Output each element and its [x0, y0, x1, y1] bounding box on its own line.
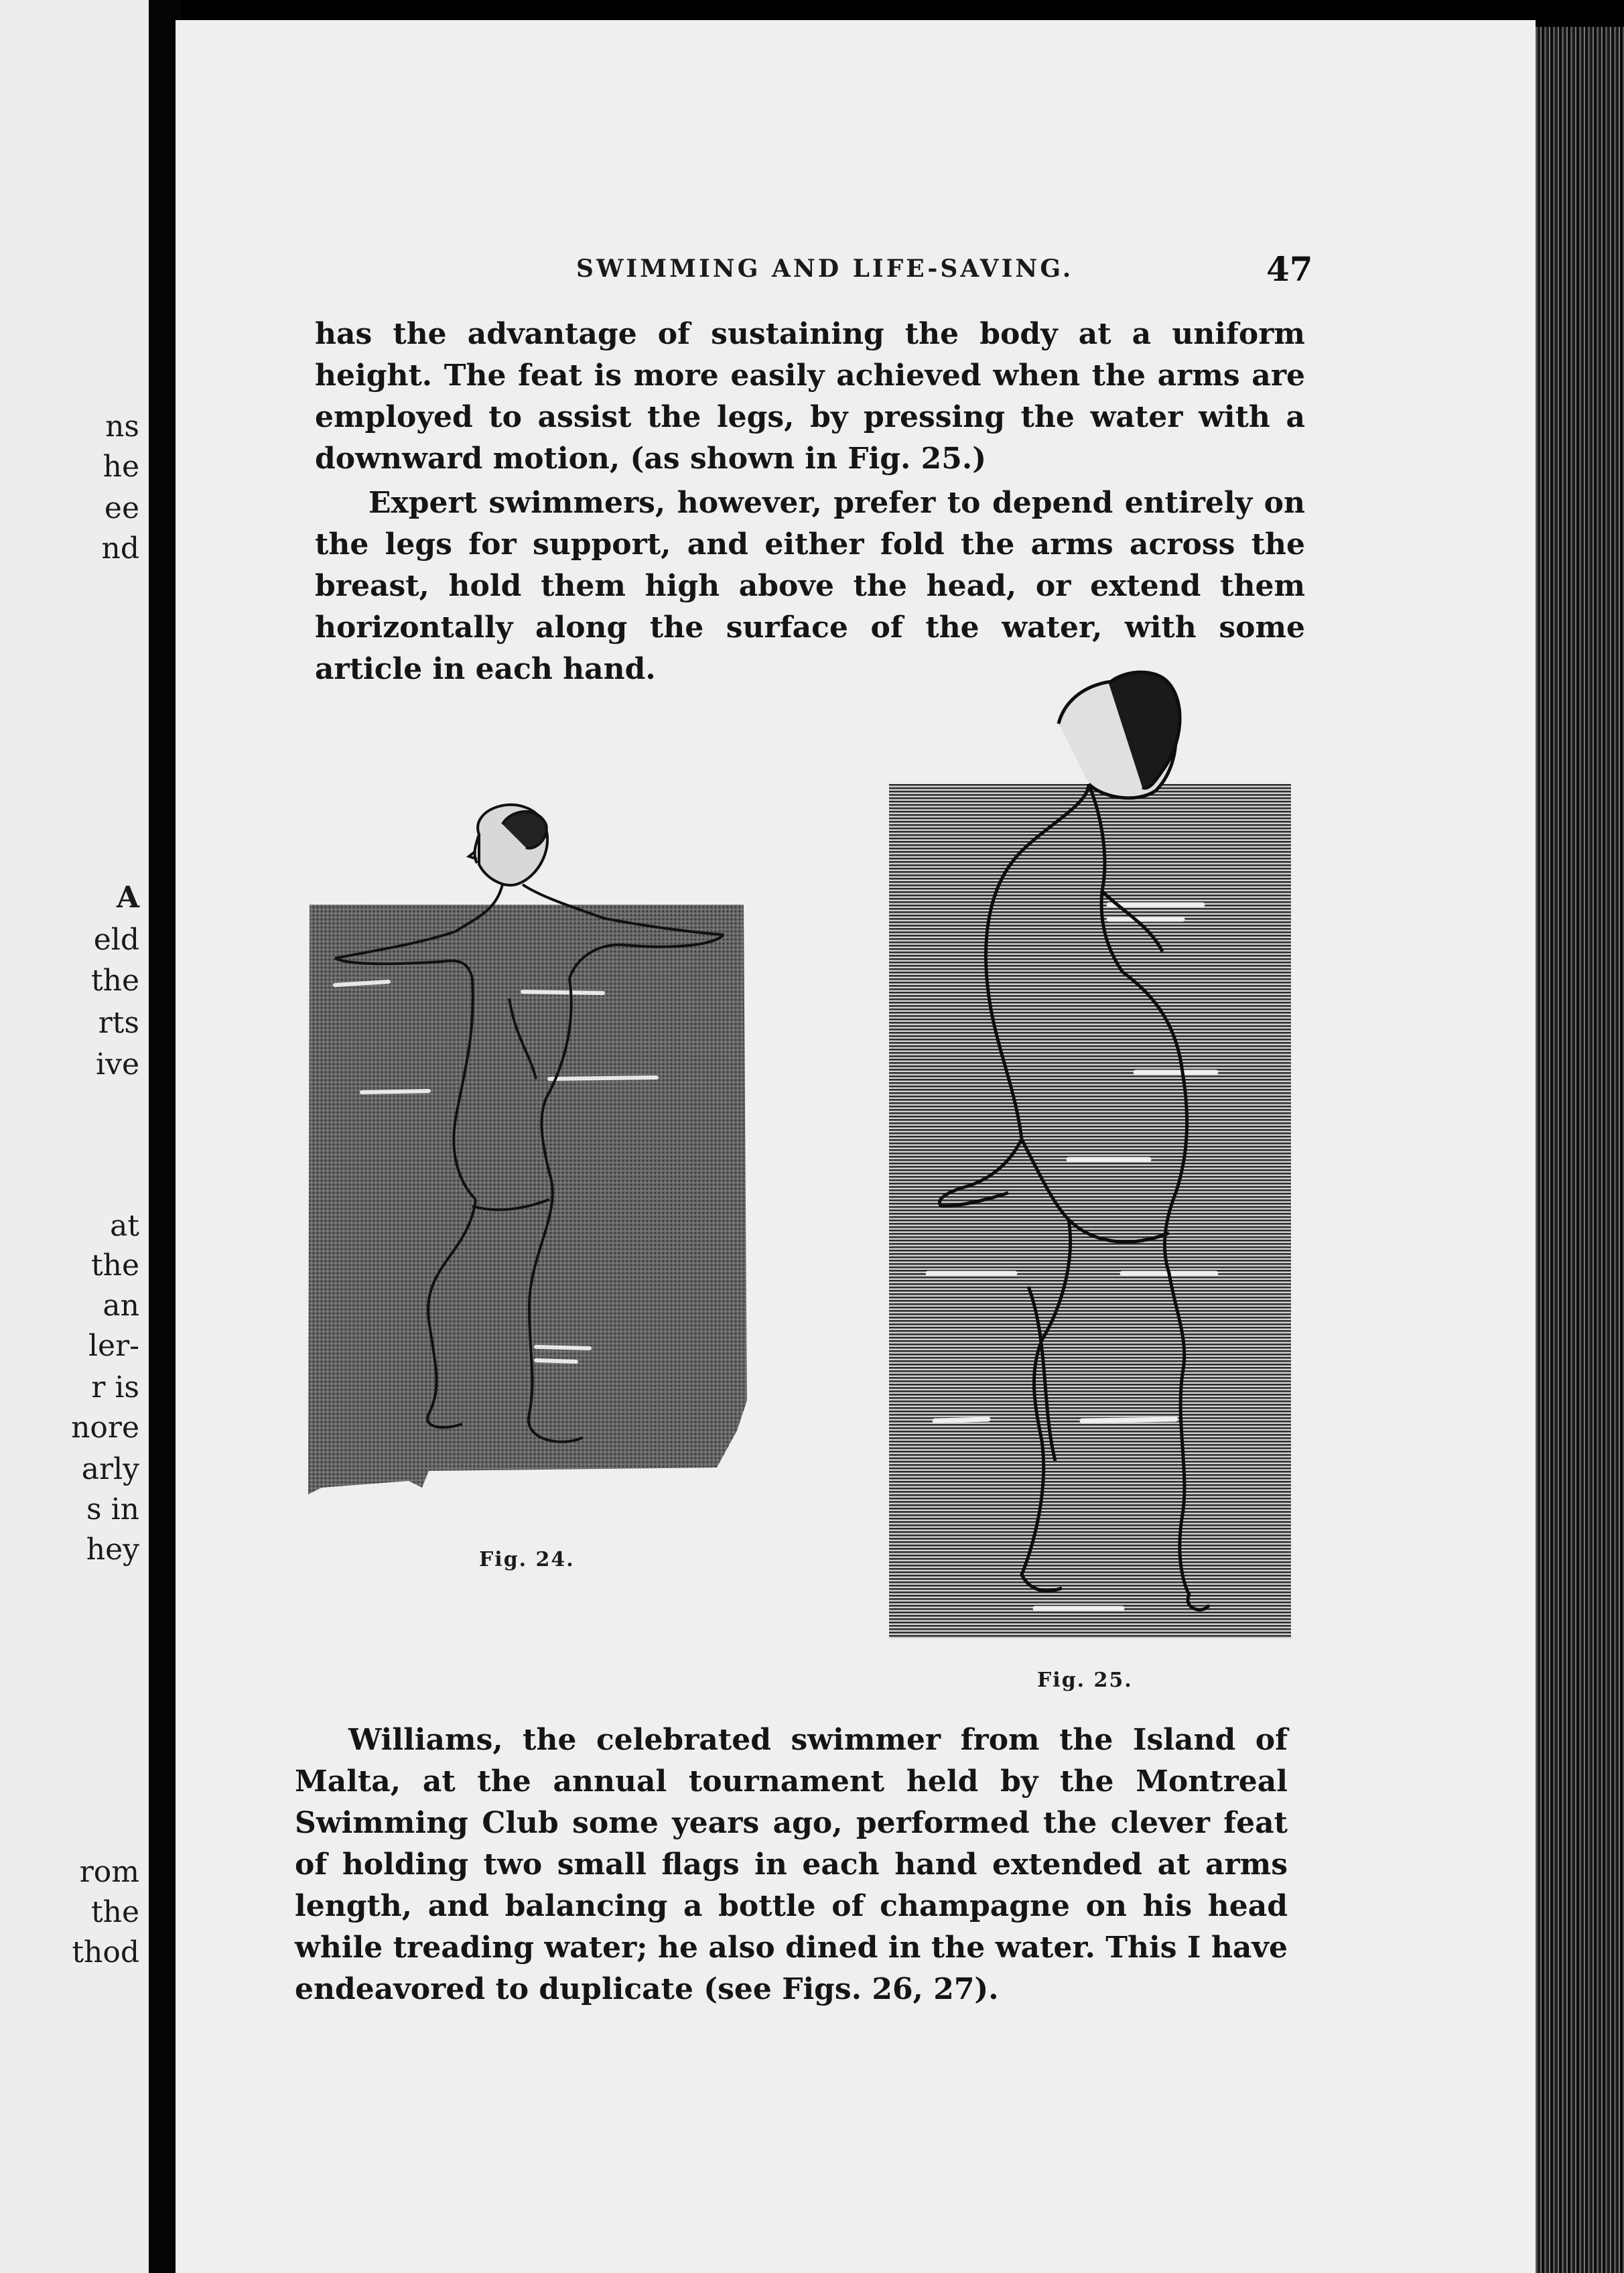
page-edges: [1536, 27, 1624, 2273]
page-number: 47: [1266, 249, 1313, 289]
left-text-fragment: rts: [98, 1006, 139, 1040]
left-text-fragment: s in: [86, 1492, 139, 1527]
left-text-fragment: he: [103, 450, 139, 484]
left-text-fragment: ee: [104, 491, 139, 525]
left-text-fragment: at: [110, 1209, 139, 1243]
left-text-fragment: nore: [71, 1411, 139, 1445]
left-text-fragment: ive: [96, 1047, 139, 1082]
left-text-fragment: r is: [91, 1370, 139, 1405]
left-text-fragment: hey: [86, 1533, 139, 1567]
paragraph-2-text: Expert swimmers, however, prefer to depend entirely on the legs for support, and either fold the arms across the breast, hold them high above the head, or extend them horizontally along the surface of the water, with some article in each hand.: [315, 486, 1305, 686]
left-text-fragment: the: [90, 1248, 139, 1283]
paragraph-3-text: Williams, the celebrated swimmer from the Island of Malta, at the annual tournament held by the Montreal Swimming Club some years ago, performed the clever feat of holding two small flags in each hand extended at arms length, and balancing a bottle of champagne on his head while treading water; he also dined in the water. This I have endeavored to duplicate (see Figs. 26, 27).: [295, 1723, 1288, 2006]
figure-24-illustration: [308, 797, 750, 1535]
left-text-fragment: A: [116, 881, 139, 915]
left-text-fragment: an: [103, 1289, 139, 1323]
figure-25-illustration: [868, 670, 1296, 1648]
paragraph-1-text: has the advantage of sustaining the body at a uniform height. The feat is more easily achieved when the arms are employed to assist the legs, by pressing the water with a downward motion, (as shown in Fig. 25.): [315, 317, 1305, 476]
running-header: SWIMMING AND LIFE-SAVING.: [576, 255, 1074, 283]
left-text-fragment: the: [90, 1895, 139, 1929]
left-page-fragment: [0, 0, 149, 2273]
left-text-fragment: the: [90, 964, 139, 998]
paragraph-3: [295, 1719, 1288, 2010]
figure-24-caption: Fig. 24.: [479, 1548, 575, 1571]
left-text-fragment: nd: [101, 531, 139, 566]
paragraph-1: [315, 314, 1305, 480]
figure-25-caption: Fig. 25.: [1037, 1669, 1133, 1692]
left-text-fragment: ler-: [88, 1329, 139, 1363]
left-text-fragment: thod: [72, 1935, 139, 1969]
left-text-fragment: rom: [79, 1855, 139, 1889]
left-text-fragment: eld: [93, 923, 139, 957]
left-text-fragment: arly: [81, 1452, 139, 1486]
left-text-fragment: ns: [105, 409, 139, 444]
paragraph-2: [315, 482, 1305, 690]
